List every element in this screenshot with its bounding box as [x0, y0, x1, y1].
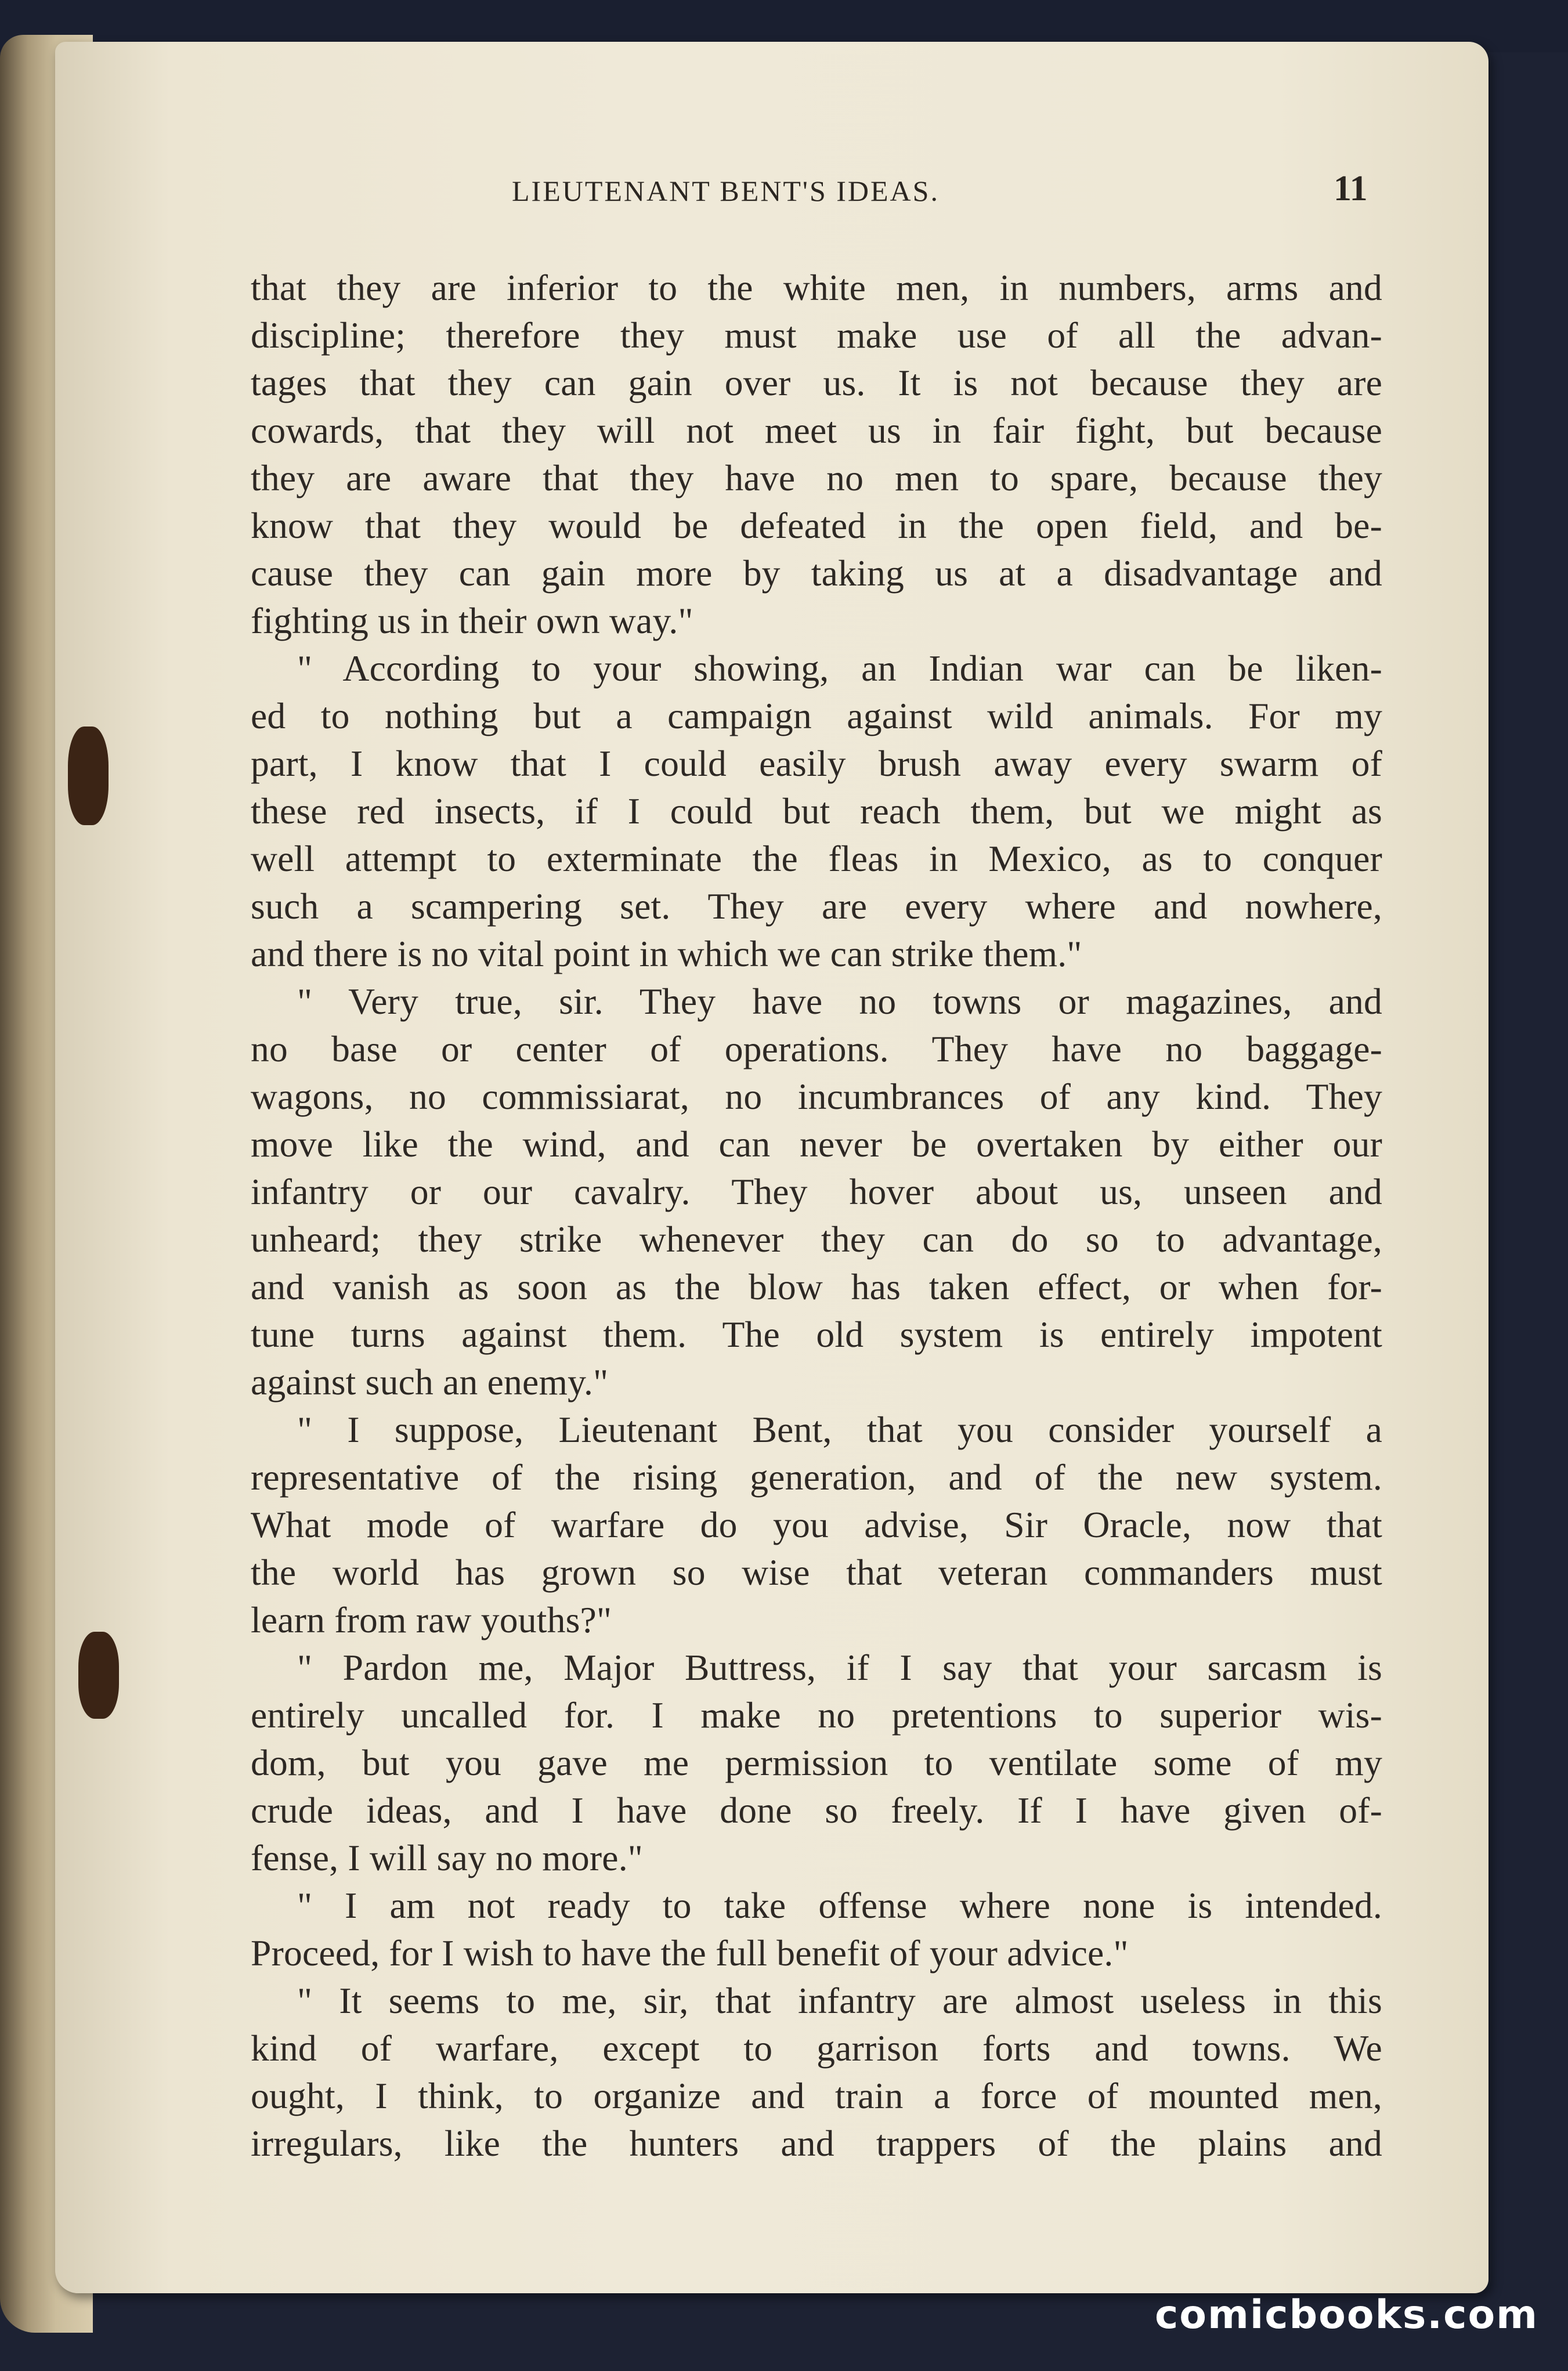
- body-text: [251, 264, 1382, 2167]
- text-line: dom, but you gave me permission to ventilate some of my: [251, 1742, 1382, 1783]
- text-line: " I suppose, Lieutenant Bent, that you consider yourself a: [297, 1409, 1382, 1450]
- text-line: entirely uncalled for. I make no pretentions to superior wis-: [251, 1694, 1382, 1736]
- text-line: crude ideas, and I have done so freely. If I have given of-: [251, 1790, 1382, 1831]
- text-line: " Very true, sir. They have no towns or magazines, and: [297, 981, 1382, 1022]
- running-head: LIEUTENANT BENT'S IDEAS.: [512, 175, 940, 207]
- page-number: 11: [1334, 169, 1368, 208]
- text-line: part, I know that I could easily brush away every swarm of: [251, 743, 1382, 784]
- text-line: representative of the rising generation, and of the new system.: [251, 1456, 1382, 1498]
- watermark: comicbooks.com: [1155, 2292, 1539, 2338]
- text-line: " It seems to me, sir, that infantry are almost useless in this: [297, 1980, 1382, 2021]
- text-line: no base or center of operations. They have no baggage-: [251, 1028, 1382, 1069]
- text-line: the world has grown so wise that veteran commanders must: [251, 1552, 1382, 1593]
- text-line: that they are inferior to the white men, in numbers, arms and: [251, 267, 1382, 308]
- text-line: What mode of warfare do you advise, Sir Oracle, now that: [251, 1504, 1382, 1545]
- text-line: cowards, that they will not meet us in fair fight, but because: [251, 410, 1382, 451]
- text-line: infantry or our cavalry. They hover about us, unseen and: [251, 1171, 1382, 1212]
- text-line: kind of warfare, except to garrison forts and towns. We: [251, 2027, 1382, 2069]
- text-line: " According to your showing, an Indian war can be liken-: [297, 648, 1382, 689]
- text-line: these red insects, if I could but reach them, but we might as: [251, 790, 1382, 832]
- text-line: discipline; therefore they must make use of all the advan-: [251, 315, 1382, 356]
- text-line: learn from raw youths?": [251, 1599, 612, 1640]
- binding-stain: [78, 1632, 119, 1719]
- text-line: they are aware that they have no men to spare, because they: [251, 457, 1382, 498]
- text-line: and there is no vital point in which we can strike them.": [251, 933, 1082, 974]
- text-line: and vanish as soon as the blow has taken effect, or when for-: [251, 1266, 1382, 1307]
- text-line: move like the wind, and can never be overtaken by either our: [251, 1123, 1382, 1165]
- text-line: against such an enemy.": [251, 1361, 609, 1403]
- text-line: fense, I will say no more.": [251, 1837, 643, 1878]
- text-line: tages that they can gain over us. It is not because they are: [251, 362, 1382, 403]
- text-line: wagons, no commissiarat, no incumbrances of any kind. They: [251, 1076, 1382, 1117]
- text-line: fighting us in their own way.": [251, 600, 693, 641]
- text-line: well attempt to exterminate the fleas in Mexico, as to conquer: [251, 838, 1382, 879]
- text-line: unheard; they strike whenever they can do so to advantage,: [251, 1219, 1382, 1260]
- text-line: Proceed, for I wish to have the full benefit of your advice.": [251, 1932, 1129, 1974]
- text-line: ed to nothing but a campaign against wild animals. For my: [251, 695, 1382, 736]
- text-line: " Pardon me, Major Buttress, if I say that your sarcasm is: [297, 1647, 1382, 1688]
- text-line: tune turns against them. The old system is entirely impotent: [251, 1314, 1382, 1355]
- text-line: cause they can gain more by taking us at a disadvantage and: [251, 552, 1382, 594]
- binding-stain: [68, 727, 109, 825]
- text-line: irregulars, like the hunters and trappers of the plains and: [251, 2123, 1382, 2164]
- text-line: " I am not ready to take offense where none is intended.: [297, 1885, 1382, 1926]
- text-line: know that they would be defeated in the open field, and be-: [251, 505, 1382, 546]
- text-line: such a scampering set. They are every where and nowhere,: [251, 885, 1382, 927]
- text-line: ought, I think, to organize and train a force of mounted men,: [251, 2075, 1382, 2116]
